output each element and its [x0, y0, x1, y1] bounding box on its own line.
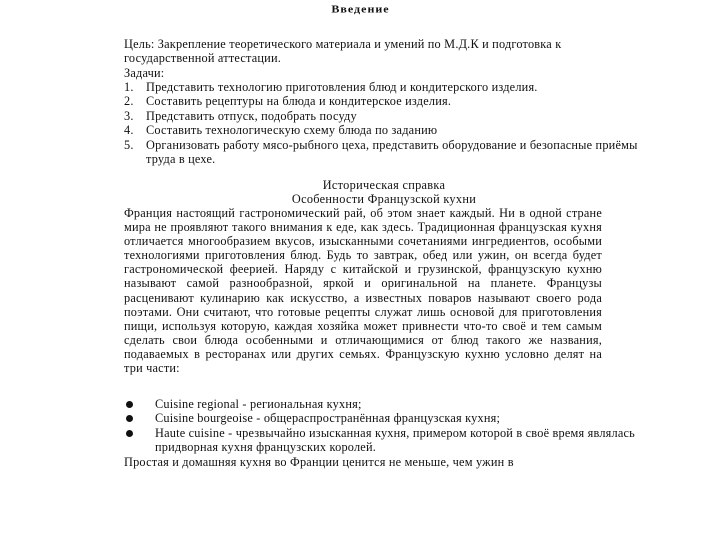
task-text: Составить технологическую схему блюда по заданию: [146, 123, 438, 138]
cuisine-types-list: [124, 397, 644, 454]
task-number: 1.: [124, 80, 134, 94]
list-item: [124, 411, 644, 425]
task-item: [124, 123, 644, 137]
bullet-icon: [124, 426, 155, 455]
history-title: Историческая справка: [322, 178, 446, 192]
main-paragraph: Франция настоящий гастрономический рай, об этом знает каждый. Ни в одной стране мира не проявляют такого внимания к еде, как здесь. Традиционная французская кухня отличается многообразием вкусов, изысканными сочетаниями ингредиентов, особыми технологиями приготовления блюд. Будь то завтрак, обед или ужин, он всегда будет гастрономической феерией. Наряду с китайской и грузинской, французскую кухню называют самой разнообразной, яркой и оригинальной на планете. Французы расценивают кулинарию как искусство, а известных поваров называют своего рода поэтами. Они считают, что готовые рецепты служат лишь основой для приготовления пищи, используя которую, каждая хозяйка может привнести что-то своё и тем самым сделать свои блюда особенными и отличающимися от блюд такого же названия, подаваемых в ресторанах или других семьях. Французскую кухню условно делят на три части:: [124, 206, 602, 376]
task-text: Составить рецептуры на блюда и кондитерское изделия.: [146, 94, 452, 109]
bullet-icon: [124, 411, 155, 425]
bullet-icon: [124, 397, 155, 411]
list-item: [124, 426, 644, 455]
features-title: Особенности Французской кухни: [291, 192, 477, 206]
goal-text: Цель: Закрепление теоретического материала и умений по М.Д.К и подготовка к государственной аттестации.: [124, 37, 562, 66]
task-item: [124, 109, 644, 123]
task-text: Организовать работу мясо-рыбного цеха, представить оборудование и безопасные приёмы труда в цехе.: [146, 137, 638, 167]
task-list: [124, 80, 644, 166]
bullet-text: Haute cuisine - чрезвычайно изысканная кухня, примером которой в своё время являлась придворная кухня французских королей.: [155, 425, 635, 454]
document-heading: Введение: [331, 2, 390, 16]
task-number: 2.: [124, 94, 134, 109]
task-number: 3.: [124, 108, 134, 123]
tasks-title: Задачи:: [124, 66, 165, 80]
bullet-text: Cuisine bourgeoise - общераспространённая французская кухня;: [155, 411, 501, 426]
bullet-text: Cuisine regional - региональная кухня;: [155, 397, 362, 411]
list-item: [124, 397, 644, 411]
task-item: [124, 80, 644, 94]
task-item: [124, 94, 644, 108]
task-number: 5.: [124, 137, 134, 152]
task-item: [124, 138, 644, 167]
task-text: Представить технологию приготовления блюд и кондитерского изделия.: [146, 80, 538, 94]
task-number: 4.: [124, 123, 134, 138]
closing-line: Простая и домашняя кухня во Франции ценится не меньше, чем ужин в: [124, 455, 514, 469]
task-text: Представить отпуск, подобрать посуду: [146, 108, 357, 123]
